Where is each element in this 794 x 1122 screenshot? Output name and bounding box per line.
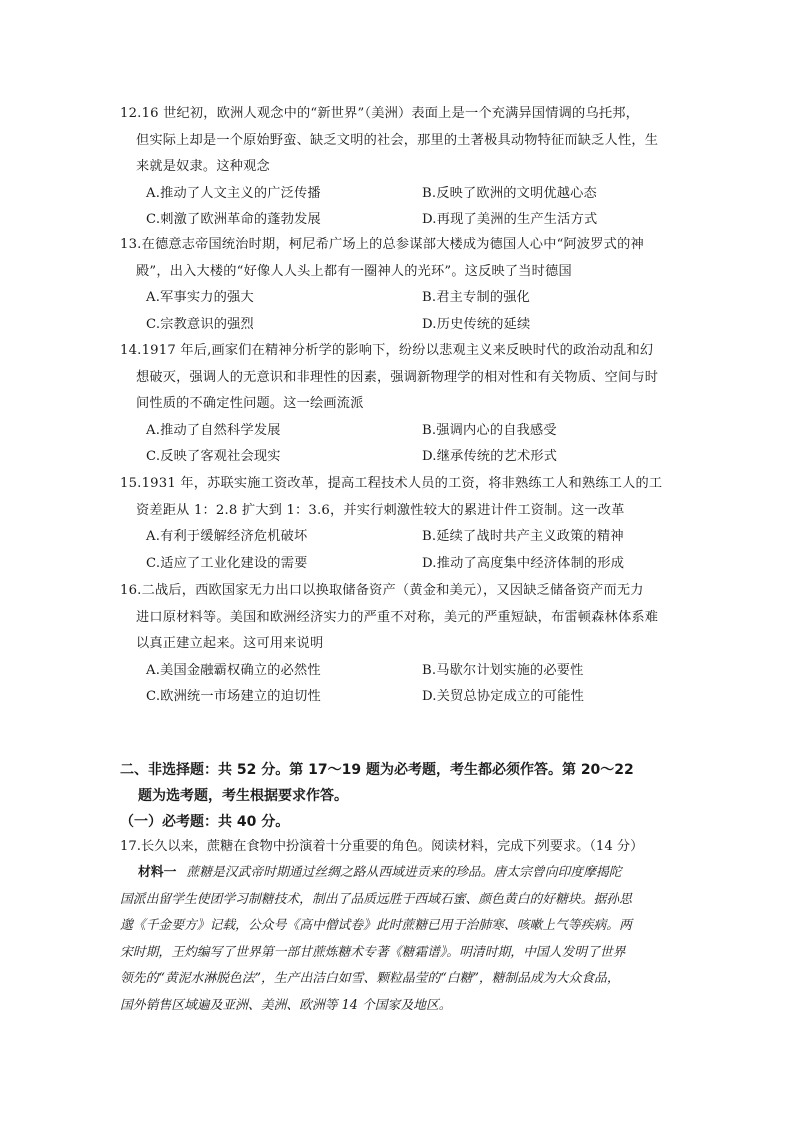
stem-line: 13.在德意志帝国统治时期，柯尼希广场上的总参谋部大楼成为德国人心中“阿波罗式的神 <box>120 237 644 252</box>
question-14-stem <box>120 338 690 418</box>
question-16-options <box>120 658 690 711</box>
option-b[interactable]: B.反映了欧洲的文明优越心态 <box>422 185 597 201</box>
material-line: 邈《千金要方》记载，公众号《高中僧试卷》此时蔗糖已用于治肺寒、咳嗽上气等疾病。两 <box>120 918 632 933</box>
question-16-stem <box>120 578 690 658</box>
option-b[interactable]: B.君主专制的强化 <box>422 290 530 305</box>
option-a[interactable]: A.推动了人文主义的广泛传播 <box>146 185 321 201</box>
stem-line: 来就是奴隶。这种观念 <box>136 159 270 174</box>
option-a[interactable]: A.军事实力的强大 <box>146 290 254 305</box>
question-12-options <box>120 181 690 234</box>
question-16 <box>120 578 690 711</box>
option-d[interactable]: D.关贸总协定成立的可能性 <box>422 689 584 704</box>
option-c[interactable]: C.宗教意识的强烈 <box>146 316 254 332</box>
option-d[interactable]: D.历史传统的延续 <box>422 316 531 332</box>
material-line: 宋时期，王灼编写了世界第一部甘蔗炼糖术专著《糖霜谱》。明清时期，中国人发明了世界 <box>120 944 626 960</box>
question-15-options <box>120 524 690 577</box>
material-label: 材料一 <box>138 865 177 880</box>
stem-line: 殿”，出入大楼的“好像人人头上都有一圈神人的光环”。这反映了当时德国 <box>136 263 572 279</box>
option-c[interactable]: C.欧洲统一市场建立的迫切性 <box>146 689 321 704</box>
material-line: 领先的“黄泥水淋脱色法”，生产出洁白如雪、颗粒晶莹的“白糖”，糖制品成为大众食品， <box>120 971 620 986</box>
stem-line: 资差距从 1：2.8 扩大到 1：3.6，并实行刺激性较大的累进计件工资制。这一改革 <box>136 502 625 518</box>
option-c[interactable]: C.反映了客观社会现实 <box>146 449 281 464</box>
material-line: 国外销售区域遍及亚洲、美洲、欧洲等 14 个国家及地区。 <box>120 997 452 1013</box>
stem-line: 16.二战后，西欧国家无力出口以换取储备资产（黄金和美元），又因缺乏储备资产而无力 <box>120 583 644 598</box>
option-c[interactable]: C.适应了工业化建设的需要 <box>146 555 308 571</box>
stem-line: 间性质的不确定性问题。这一绘画流派 <box>136 396 364 411</box>
option-a[interactable]: A.推动了自然科学发展 <box>146 422 281 438</box>
material-line: 国派出留学生使团学习制糖技术，制出了品质远胜于西域石蜜、颜色黄白的好糖块。据孙思 <box>120 891 632 907</box>
subsection-heading: （一）必考题：共 40 分。 <box>120 814 290 830</box>
stem-line: 15.1931 年，苏联实施工资改革，提高工程技术人员的工资，将非熟练工人和熟练工人的工 <box>120 476 663 491</box>
section-2-heading <box>120 757 690 809</box>
stem-line: 12.16 世纪初，欧洲人观念中的“新世界”（美洲）表面上是一个充满异国情调的乌托邦， <box>120 106 639 121</box>
material-text: 蔗糖是汉武帝时期通过丝绸之路从西域进贡来的珍品。唐太宗曾向印度摩揭陀 <box>186 865 622 880</box>
option-b[interactable]: B.马歇尔计划实施的必要性 <box>422 662 584 678</box>
stem-line: 14.1917 年后,画家们在精神分析学的影响下，纷纷以悲观主义来反映时代的政治动乱和幻 <box>120 343 654 358</box>
section-heading-line: 题为选考题，考生根据要求作答。 <box>138 788 348 804</box>
stem-line: 以真正建立起来。这可用来说明 <box>136 636 324 651</box>
section-heading-line: 二、非选择题：共 52 分。第 17～19 题为必考题，考生都必须作答。第 20～22 <box>120 762 634 778</box>
option-c[interactable]: C.刺激了欧洲革命的蓬勃发展 <box>146 212 321 227</box>
question-12 <box>120 101 690 234</box>
material-one <box>120 860 688 1019</box>
option-d[interactable]: D.继承传统的艺术形式 <box>422 449 558 464</box>
question-12-stem <box>120 101 690 181</box>
question-13-options <box>120 285 690 338</box>
material-line <box>120 860 688 887</box>
question-13 <box>120 232 690 338</box>
option-a[interactable]: A.有利于缓解经济危机破坏 <box>146 529 308 544</box>
stem-line: 但实际上却是一个原始野蛮、缺乏文明的社会，那里的土著极具动物特征而缺乏人性，生 <box>136 132 659 148</box>
stem-line: 想破灭，强调人的无意识和非理性的因素，强调新物理学的相对性和有关物质、空间与时 <box>136 369 659 385</box>
question-15-stem <box>120 471 690 524</box>
option-a[interactable]: A.美国金融霸权确立的必然性 <box>146 662 321 678</box>
question-14-options <box>120 418 690 471</box>
question-14 <box>120 338 690 471</box>
option-d[interactable]: D.推动了高度集中经济体制的形成 <box>422 555 625 571</box>
option-d[interactable]: D.再现了美洲的生产生活方式 <box>422 212 598 227</box>
question-15 <box>120 471 690 577</box>
option-b[interactable]: B.延续了战时共产主义政策的精神 <box>422 529 624 544</box>
question-13-stem <box>120 232 690 285</box>
option-b[interactable]: B.强调内心的自我感受 <box>422 422 557 438</box>
stem-line: 进口原材料等。美国和欧洲经济实力的严重不对称，美元的严重短缺，布雷顿森林体系难 <box>136 609 659 625</box>
question-17-stem: 17.长久以来，蔗糖在食物中扮演着十分重要的角色。阅读材料，完成下列要求。（14 分） <box>120 839 644 854</box>
